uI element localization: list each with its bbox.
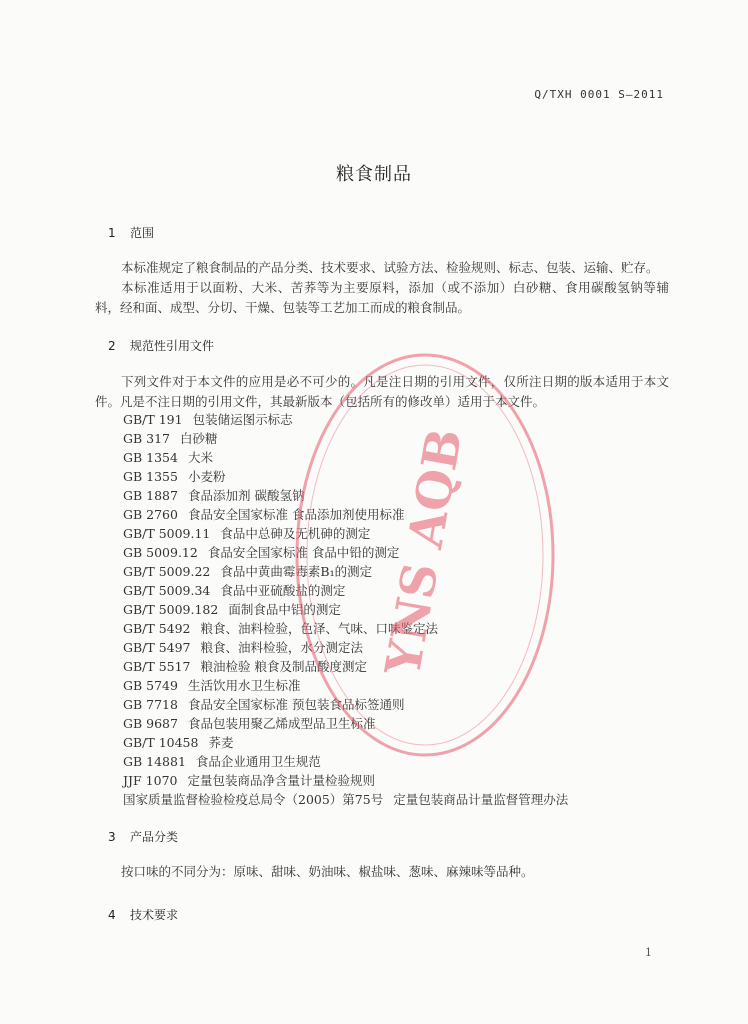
reference-title: 食品中总砷及无机砷的测定 bbox=[220, 526, 371, 541]
reference-item bbox=[123, 429, 643, 448]
reference-code: GB/T 5497 bbox=[123, 640, 191, 655]
reference-item bbox=[123, 581, 643, 600]
normative-intro bbox=[95, 372, 669, 412]
reference-code: GB 5749 bbox=[123, 678, 178, 693]
reference-code: GB/T 5009.34 bbox=[123, 583, 211, 598]
scope-paragraphs bbox=[95, 258, 669, 318]
reference-title: 食品中黄曲霉毒素B₁的测定 bbox=[220, 564, 373, 579]
reference-item bbox=[123, 638, 643, 657]
section-title: 范围 bbox=[130, 226, 155, 240]
reference-item bbox=[123, 676, 643, 695]
reference-title: 食品中亚硫酸盐的测定 bbox=[220, 583, 346, 598]
reference-title: 荞麦 bbox=[208, 735, 234, 750]
reference-item bbox=[123, 752, 643, 771]
reference-title: 食品安全国家标准 预包装食品标签通则 bbox=[187, 697, 405, 712]
reference-code: GB 1355 bbox=[123, 469, 178, 484]
document-title: 粮食制品 bbox=[336, 164, 412, 185]
reference-item bbox=[123, 714, 643, 733]
classification-text: 按口味的不同分为：原味、甜味、奶油味、椒盐味、葱味、麻辣味等品种。 bbox=[121, 864, 534, 879]
reference-code: GB/T 5009.182 bbox=[123, 602, 219, 617]
reference-title: 定量包装商品计量监督管理办法 bbox=[393, 792, 569, 807]
reference-item bbox=[123, 505, 643, 524]
reference-item bbox=[123, 448, 643, 467]
reference-item bbox=[123, 771, 643, 790]
reference-code: GB 7718 bbox=[123, 697, 178, 712]
section-title: 产品分类 bbox=[130, 830, 179, 844]
normative-intro-text: 下列文件对于本文件的应用是必不可少的。凡是注日期的引用文件，仅所注日期的版本适用于本文件。凡是不注日期的引用文件，其最新版本（包括所有的修改单）适用于本文件。 bbox=[95, 374, 669, 409]
reference-item bbox=[123, 733, 643, 752]
reference-code: GB 2760 bbox=[123, 507, 178, 522]
reference-item bbox=[123, 600, 643, 619]
reference-code: GB/T 10458 bbox=[123, 735, 199, 750]
reference-title: 生活饮用水卫生标准 bbox=[187, 678, 301, 693]
reference-item bbox=[123, 562, 643, 581]
reference-item bbox=[123, 543, 643, 562]
section-title: 规范性引用文件 bbox=[130, 339, 215, 353]
reference-code: GB 9687 bbox=[123, 716, 178, 731]
section-number: 4 bbox=[108, 908, 116, 922]
reference-title: 白砂糖 bbox=[180, 431, 218, 446]
reference-code: GB/T 5492 bbox=[123, 621, 191, 636]
reference-item bbox=[123, 524, 643, 543]
scope-paragraph-2: 本标准适用于以面粉、大米、苦荞等为主要原料，添加（或不添加）白砂糖、食用碳酸氢钠等辅料，经和面、成型、分切、干燥、包装等工艺加工而成的粮食制品。 bbox=[95, 280, 669, 315]
reference-title: 粮食、油料检验，色泽、气味、口味鉴定法 bbox=[200, 621, 439, 636]
reference-title: 食品企业通用卫生规范 bbox=[195, 754, 321, 769]
classification-paragraph bbox=[95, 862, 669, 882]
reference-title: 粮食、油料检验，水分测定法 bbox=[200, 640, 364, 655]
section-heading-scope bbox=[108, 224, 154, 241]
page-number: 1 bbox=[645, 946, 652, 959]
section-heading-technical bbox=[108, 906, 178, 923]
section-title: 技术要求 bbox=[130, 908, 179, 922]
standard-code: Q/TXH 0001 S—2011 bbox=[534, 88, 664, 101]
reference-code: GB/T 191 bbox=[123, 412, 183, 427]
section-heading-classification bbox=[108, 828, 178, 845]
reference-title: 食品安全国家标准 食品添加剂使用标准 bbox=[187, 507, 405, 522]
reference-code: GB/T 5517 bbox=[123, 659, 191, 674]
reference-title: 大米 bbox=[187, 450, 213, 465]
reference-title: 面制食品中铝的测定 bbox=[228, 602, 341, 617]
section-number: 2 bbox=[108, 339, 116, 353]
reference-item bbox=[123, 619, 643, 638]
reference-code: GB 5009.12 bbox=[123, 545, 198, 560]
reference-item bbox=[123, 486, 643, 505]
svg-text:YNS AQB: YNS AQB bbox=[375, 424, 474, 680]
reference-item bbox=[123, 695, 643, 714]
reference-item bbox=[123, 790, 643, 809]
reference-item bbox=[123, 467, 643, 486]
reference-title: 食品包装用聚乙烯成型品卫生标准 bbox=[187, 716, 376, 731]
reference-code: 国家质量监督检验检疫总局令（2005）第75号 bbox=[123, 792, 384, 807]
reference-title: 食品安全国家标准 食品中铅的测定 bbox=[207, 545, 400, 560]
section-number: 1 bbox=[108, 226, 116, 240]
scope-paragraph-1: 本标准规定了粮食制品的产品分类、技术要求、试验方法、检验规则、标志、包装、运输、贮存。 bbox=[121, 260, 659, 275]
reference-title: 包装储运图示标志 bbox=[192, 412, 293, 427]
reference-code: GB 1887 bbox=[123, 488, 178, 503]
section-heading-normative bbox=[108, 337, 214, 354]
reference-code: GB/T 5009.11 bbox=[123, 526, 211, 541]
reference-title: 食品添加剂 碳酸氢钠 bbox=[187, 488, 305, 503]
reference-item bbox=[123, 410, 643, 429]
reference-title: 定量包装商品净含量计量检验规则 bbox=[187, 773, 375, 788]
reference-code: GB/T 5009.22 bbox=[123, 564, 211, 579]
reference-item bbox=[123, 657, 643, 676]
reference-code: GB 14881 bbox=[123, 754, 186, 769]
reference-title: 粮油检验 粮食及制品酸度测定 bbox=[200, 659, 367, 674]
section-number: 3 bbox=[108, 830, 116, 844]
reference-code: GB 317 bbox=[123, 431, 171, 446]
reference-code: GB 1354 bbox=[123, 450, 178, 465]
reference-title: 小麦粉 bbox=[187, 469, 226, 484]
reference-code: JJF 1070 bbox=[123, 773, 178, 788]
reference-list bbox=[123, 410, 643, 809]
